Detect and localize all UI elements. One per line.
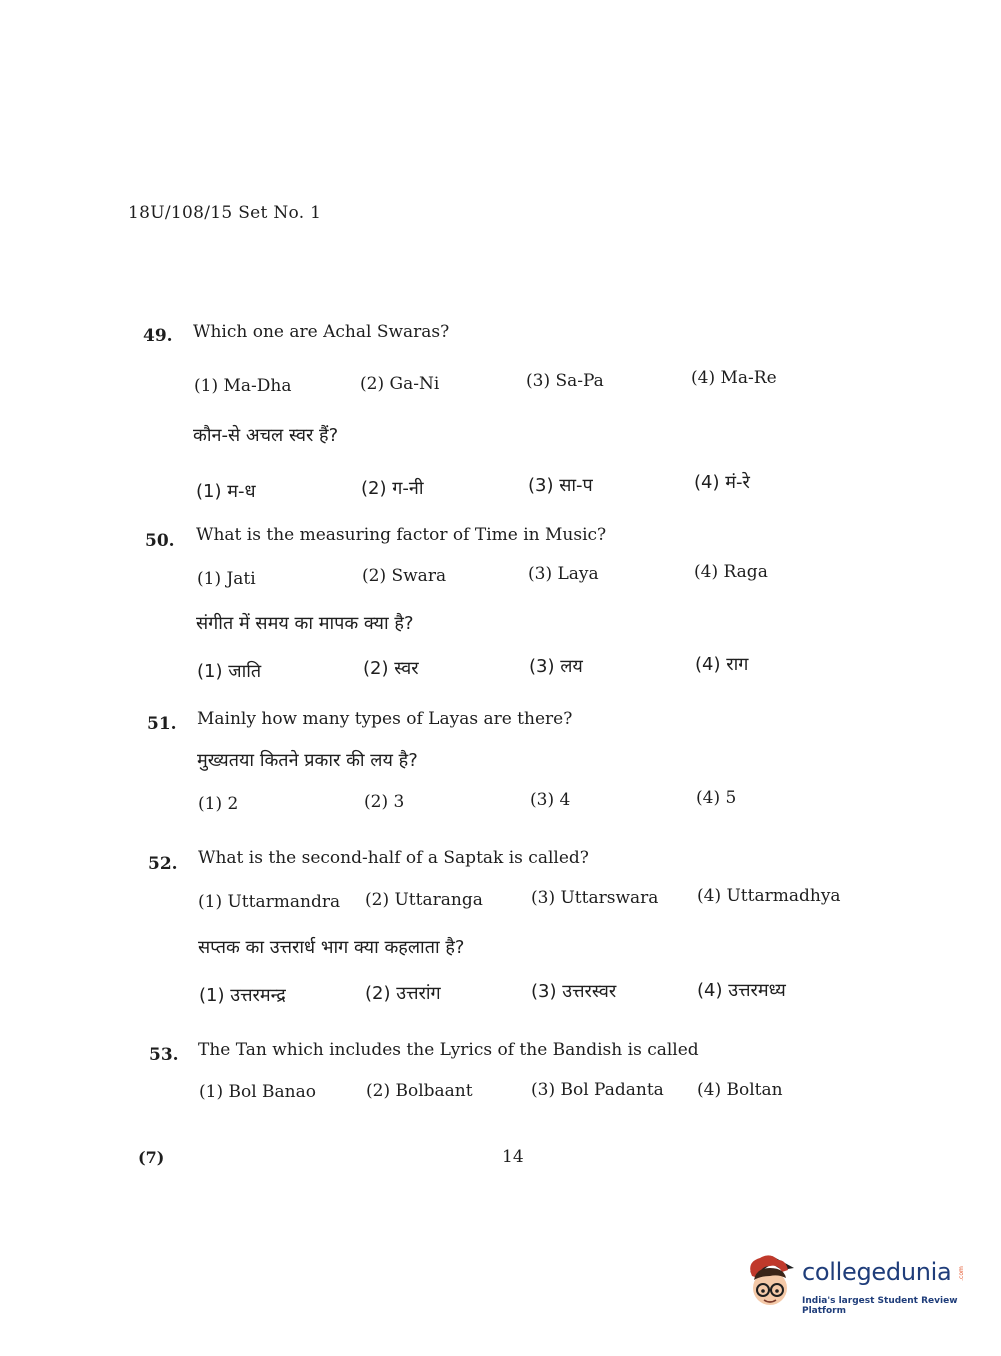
option-2-hi: (2) स्वर xyxy=(363,658,419,679)
question-number: 49. xyxy=(143,326,173,346)
option-2: (2) 3 xyxy=(364,792,405,812)
option-4-en: (4) Raga xyxy=(694,562,768,582)
option-4-hi: (4) उत्तरमध्य xyxy=(697,980,786,1001)
option-3-en: (3) Sa-Pa xyxy=(526,371,604,391)
option-1-en: (1) Ma-Dha xyxy=(194,376,292,396)
option-4-hi: (4) मं-रे xyxy=(694,472,750,493)
question-text-hi: मुख्यतया कितने प्रकार की लय है? xyxy=(197,750,418,771)
option-1-hi: (1) उत्तरमन्द्र xyxy=(199,985,286,1006)
question-number: 53. xyxy=(149,1045,179,1065)
option-3: (3) 4 xyxy=(530,790,571,810)
option-1-en: (1) Jati xyxy=(197,569,256,589)
option-1-en: (1) Bol Banao xyxy=(199,1082,316,1102)
question-number: 51. xyxy=(147,714,177,734)
option-1-hi: (1) जाति xyxy=(197,661,262,682)
logo-suffix: .com xyxy=(957,1266,965,1281)
option-2-hi: (2) ग-नी xyxy=(361,478,424,499)
option-2-en: (2) Bolbaant xyxy=(366,1081,473,1101)
question-text-hi: संगीत में समय का मापक क्या है? xyxy=(196,613,414,634)
question-text-en: What is the measuring factor of Time in Music? xyxy=(196,525,607,545)
option-4: (4) 5 xyxy=(696,788,737,808)
logo-tagline: India's largest Student Review Platform xyxy=(802,1296,958,1316)
option-4-hi: (4) राग xyxy=(695,654,749,675)
paper-code: 18U/108/15 Set No. 1 xyxy=(128,203,322,223)
question-number: 50. xyxy=(145,531,175,551)
option-4-en: (4) Ma-Re xyxy=(691,368,777,388)
logo-wordmark: collegedunia xyxy=(802,1258,952,1286)
option-1-hi: (1) म-ध xyxy=(196,481,256,502)
option-2-hi: (2) उत्तरांग xyxy=(365,983,441,1004)
option-3-en: (3) Uttarswara xyxy=(531,888,659,908)
question-text-en: Mainly how many types of Layas are there? xyxy=(197,709,573,729)
page-number: 14 xyxy=(502,1147,524,1167)
question-text-hi: सप्तक का उत्तरार्ध भाग क्या कहलाता है? xyxy=(198,937,465,958)
question-text-hi: कौन-से अचल स्वर हैं? xyxy=(193,425,339,446)
option-1: (1) 2 xyxy=(198,794,239,814)
booklet-code: (7) xyxy=(138,1148,165,1167)
question-text-en: Which one are Achal Swaras? xyxy=(193,322,450,342)
question-text-en: The Tan which includes the Lyrics of the Bandish is called xyxy=(198,1040,699,1060)
option-3-en: (3) Laya xyxy=(528,564,599,584)
option-3-en: (3) Bol Padanta xyxy=(531,1080,664,1100)
option-4-en: (4) Uttarmadhya xyxy=(697,886,841,906)
question-number: 52. xyxy=(148,854,178,874)
option-3-hi: (3) लय xyxy=(529,656,583,677)
option-3-hi: (3) उत्तरस्वर xyxy=(531,981,617,1002)
question-text-en: What is the second-half of a Saptak is called? xyxy=(198,848,589,868)
option-2-en: (2) Ga-Ni xyxy=(360,374,440,394)
collegedunia-logo[interactable] xyxy=(742,1250,972,1320)
option-1-en: (1) Uttarmandra xyxy=(198,892,341,912)
mascot-icon xyxy=(742,1250,800,1312)
option-2-en: (2) Uttaranga xyxy=(365,890,483,910)
option-3-hi: (3) सा-प xyxy=(528,475,593,496)
option-2-en: (2) Swara xyxy=(362,566,447,586)
option-4-en: (4) Boltan xyxy=(697,1080,783,1100)
